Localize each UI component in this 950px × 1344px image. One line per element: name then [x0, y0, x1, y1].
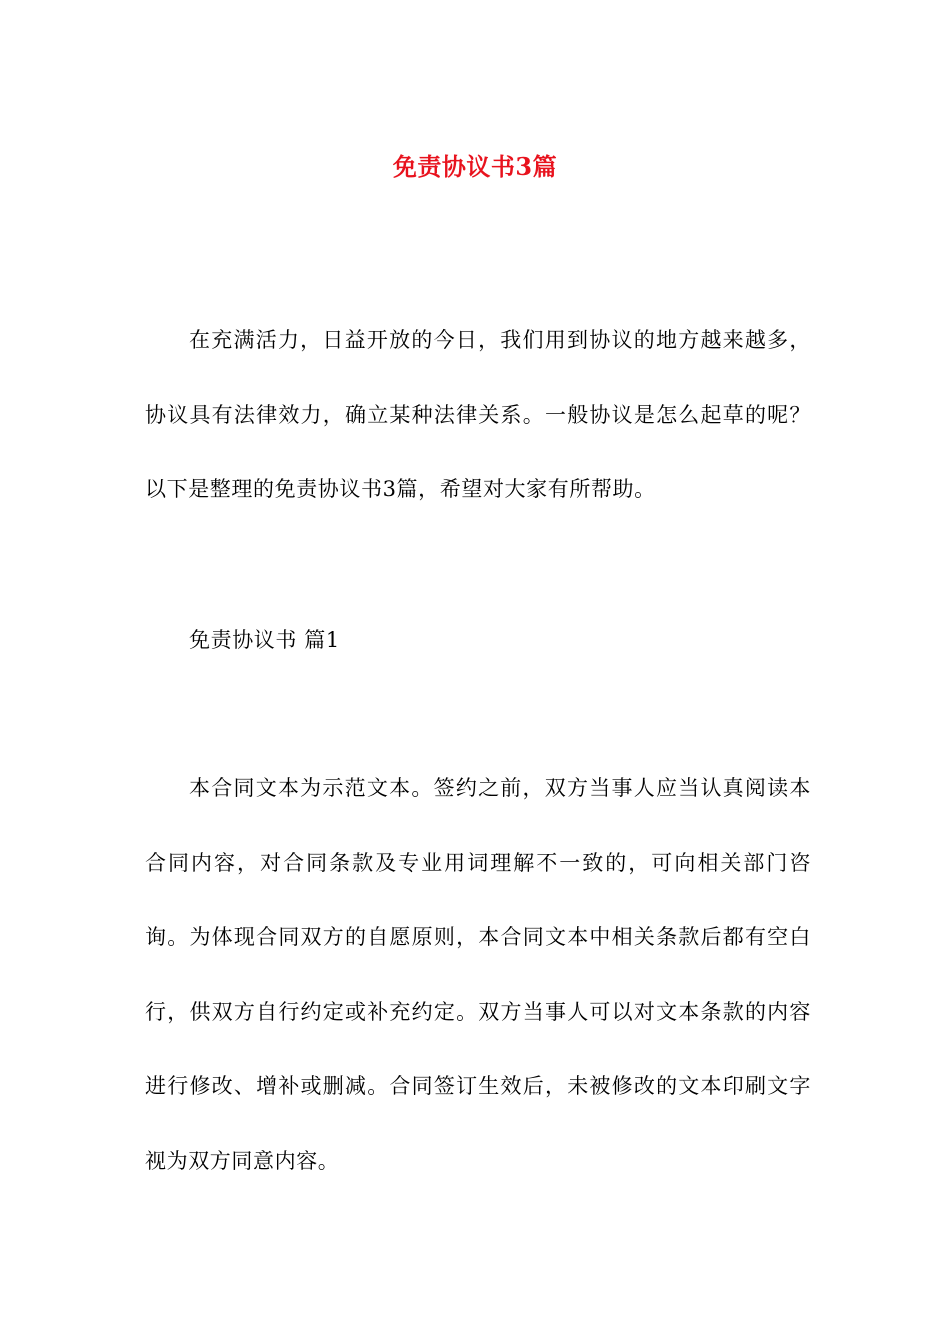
document-title: 免责协议书3篇 — [392, 152, 558, 182]
intro-paragraph: 在充满活力，日益开放的今日，我们用到协议的地方越来越多，协议具有法律效力，确立某种法律关系。一般协议是怎么起草的呢？以下是整理的免责协议书3篇，希望对大家有所帮助。 — [145, 328, 811, 501]
section-body-paragraph: 本合同文本为示范文本。签约之前，双方当事人应当认真阅读本合同内容，对合同条款及专业用词理解不一致的，可向相关部门咨询。为体现合同双方的自愿原则，本合同文本中相关条款后都有空白行，供双方自行约定或补充约定。双方当事人可以对文本条款的内容进行修改、增补或删减。合同签订生效后，未被修改的文本印刷文字视为双方同意内容。 — [145, 776, 811, 1173]
section-heading: 免责协议书 篇1 — [189, 628, 340, 652]
